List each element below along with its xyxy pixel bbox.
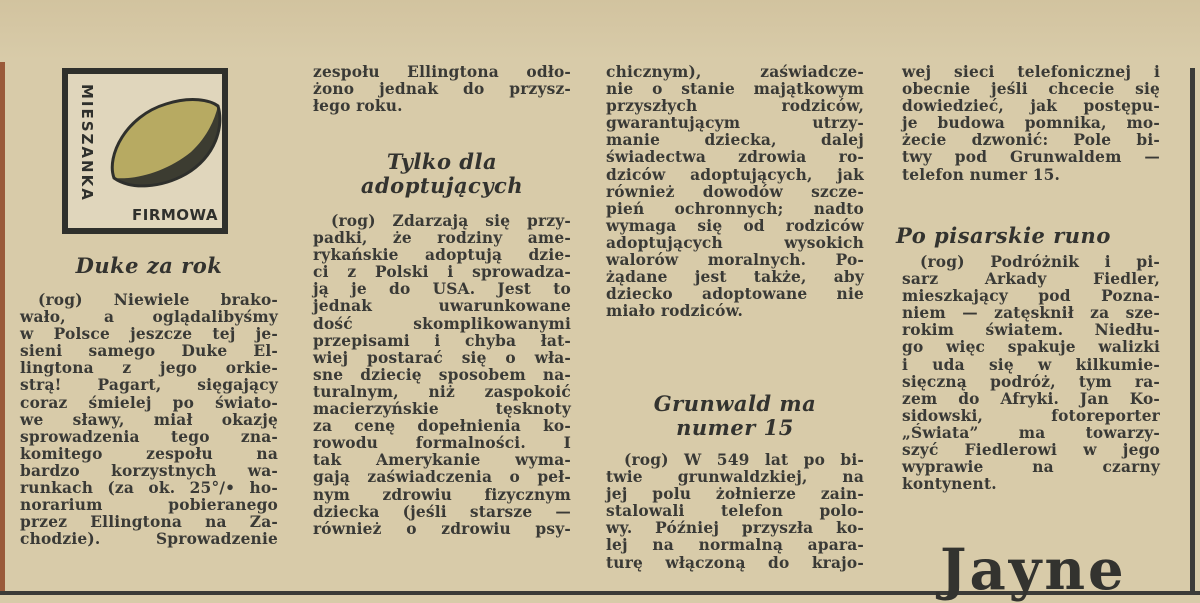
column-2-body bbox=[313, 213, 571, 538]
logo-vertical-text: MIESZANKA bbox=[78, 84, 96, 202]
article-line: chicznym), zaświadcze- bbox=[606, 63, 864, 81]
article-line: we sławy, miał okazję bbox=[20, 410, 278, 429]
article-line: świadectwa zdrowia ro- bbox=[606, 148, 864, 167]
article-line: macierzyńskie tęsknoty bbox=[313, 400, 571, 419]
article-line: dziców adoptujących, jak bbox=[606, 165, 864, 184]
article-line: twie grunwaldzkiej, na bbox=[606, 468, 864, 487]
article-line: i uda się w kilkumie- bbox=[902, 355, 1160, 374]
article-line: obecnie jeśli chcecie się bbox=[902, 80, 1160, 99]
article-line: bardzo korzystnych wa- bbox=[20, 461, 278, 480]
article-line: telefon numer 15. bbox=[902, 165, 1061, 184]
headline-line: adoptujących bbox=[360, 173, 524, 198]
column-2-top bbox=[313, 64, 571, 115]
article-line: za cenę dopełnienia ko- bbox=[313, 417, 571, 436]
article-line: tak Amerykanie wyma- bbox=[313, 451, 571, 470]
headline-grunwald-ma-numer-15 bbox=[606, 392, 864, 440]
article-line: lej na normalną apara- bbox=[606, 536, 864, 555]
column-4-top bbox=[902, 64, 1160, 184]
article-line: turę włączoną do krajo- bbox=[606, 553, 864, 572]
article-line: kontynent. bbox=[902, 475, 997, 494]
article-line: wyprawie na czarny bbox=[902, 458, 1160, 477]
article-line: sidowski, fotoreporter bbox=[902, 406, 1160, 425]
article-line: zespołu Ellingtona odło- bbox=[313, 63, 571, 81]
article-line: mieszkający pod Pozna- bbox=[902, 287, 1160, 306]
article-line: niem — zatęsknił za sze- bbox=[902, 304, 1160, 323]
column-3-body bbox=[606, 452, 864, 572]
column-3-top bbox=[606, 64, 864, 320]
article-line: go więc spakuje walizki bbox=[902, 338, 1160, 357]
article-line: lingtona z jego orkie- bbox=[20, 359, 278, 378]
article-line: gają zaświadczenia o peł- bbox=[313, 468, 571, 487]
article-line: również dowodów szcze- bbox=[606, 182, 864, 201]
article-line: komitego zespołu na bbox=[20, 444, 278, 463]
article-line: chodzie). Sprowadzenie bbox=[20, 530, 278, 549]
article-line: dziecko adoptowane nie bbox=[606, 285, 864, 304]
mieszanka-firmowa-logo bbox=[62, 68, 228, 234]
article-line: sne dziecię sposobem na- bbox=[313, 365, 571, 384]
headline-line: numer 15 bbox=[676, 415, 794, 440]
article-line: je budowa pomnika, mo- bbox=[902, 114, 1160, 133]
article-line: rowodu formalności. I bbox=[313, 434, 571, 453]
article-line: runkach (za ok. 25°/• ho- bbox=[20, 479, 278, 498]
paper-top-margin bbox=[0, 0, 1200, 60]
lemon-icon bbox=[106, 96, 224, 192]
article-line: strą! Pagart, sięgający bbox=[20, 376, 278, 395]
article-line: nym zdrowiu fizycznym bbox=[313, 485, 571, 504]
article-line: rykańskie adoptują dzie- bbox=[313, 246, 571, 265]
page-left-edge bbox=[0, 62, 5, 595]
article-line: sięczną podróż, tym ra- bbox=[902, 372, 1160, 391]
article-line: jej polu żołnierze zain- bbox=[606, 485, 864, 504]
article-line: nie o stanie majątkowym bbox=[606, 80, 864, 99]
article-line: wymaga się od rodziców bbox=[606, 216, 864, 235]
column-1 bbox=[20, 292, 278, 548]
article-line: dość skomplikowanymi bbox=[313, 314, 571, 333]
article-line: (rog) Niewiele brako- bbox=[38, 291, 278, 309]
article-line: również o zdrowiu psy- bbox=[313, 519, 571, 538]
article-line: zem do Afryki. Jan Ko- bbox=[902, 389, 1160, 408]
article-line: rokim światem. Niedłu- bbox=[902, 321, 1160, 340]
article-line: jednak uwarunkowane bbox=[313, 297, 571, 316]
article-line: wiej postarać się o wła- bbox=[313, 348, 571, 367]
article-line: twy pod Grunwaldem — bbox=[902, 148, 1160, 167]
article-line: (rog) Podróżnik i pi- bbox=[920, 253, 1160, 271]
article-line: pień ochronnych; nadto bbox=[606, 199, 864, 218]
article-line: szyć Fiedlerowi w jego bbox=[902, 441, 1160, 460]
article-line: „Świata” ma towarzy- bbox=[902, 423, 1160, 442]
logo-firmowa-text: FIRMOWA bbox=[132, 206, 219, 224]
article-line: żono jednak do przysz- bbox=[313, 80, 571, 99]
article-line: wało, a oglądalibyśmy bbox=[20, 308, 278, 327]
article-line: (rog) Zdarzają się przy- bbox=[331, 212, 571, 230]
article-line: coraz śmielej po świato- bbox=[20, 393, 278, 412]
article-line: padki, że rodziny ame- bbox=[313, 229, 571, 248]
article-line: dziecka (jeśli starsze — bbox=[313, 502, 571, 521]
article-line: żecie dzwonić: Pole bi- bbox=[902, 131, 1160, 150]
article-line: ci z Polski i sprowadza- bbox=[313, 263, 571, 282]
article-line: (rog) W 549 lat po bi- bbox=[624, 451, 864, 469]
article-line: gwarantującym utrzy- bbox=[606, 114, 864, 133]
column-4-body bbox=[902, 254, 1160, 493]
article-line: ją je do USA. Jest to bbox=[313, 280, 571, 299]
headline-duke-za-rok: Duke za rok bbox=[75, 253, 223, 278]
article-line: przez Ellingtona na Za- bbox=[20, 513, 278, 532]
headline-line: Tylko dla bbox=[386, 149, 498, 174]
headline-tylko-dla-adoptujacych bbox=[313, 150, 571, 198]
article-line: adoptujących wysokich bbox=[606, 233, 864, 252]
article-line: stalowali telefon polo- bbox=[606, 502, 864, 521]
article-line: przyszłych rodziców, bbox=[606, 97, 864, 116]
article-line: wej sieci telefonicznej i bbox=[902, 63, 1160, 81]
next-headline-jayne: Jayne bbox=[940, 537, 1127, 603]
article-line: dowiedzieć, jak postępu- bbox=[902, 97, 1160, 116]
article-line: walorów moralnych. Po- bbox=[606, 251, 864, 270]
article-line: wy. Później przyszła ko- bbox=[606, 519, 864, 538]
article-line: turalnym, niż zaspokoić bbox=[313, 382, 571, 401]
article-line: żądane jest także, aby bbox=[606, 268, 864, 287]
article-line: sarz Arkady Fiedler, bbox=[902, 270, 1160, 289]
article-line: przepisami i chyba łat- bbox=[313, 331, 571, 350]
article-line: miało rodziców. bbox=[606, 302, 744, 321]
article-line: w Polsce jeszcze tej je- bbox=[20, 325, 278, 344]
headline-line: Grunwald ma bbox=[653, 391, 817, 416]
article-line: manie dziecka, dalej bbox=[606, 131, 864, 150]
article-line: łego roku. bbox=[313, 97, 403, 116]
column-rule-right bbox=[1190, 68, 1195, 595]
article-line: sieni samego Duke El- bbox=[20, 342, 278, 361]
article-line: sprowadzenia tego zna- bbox=[20, 427, 278, 446]
article-line: norarium pobieranego bbox=[20, 496, 278, 515]
headline-po-pisarskie-runo: Po pisarskie runo bbox=[896, 223, 1111, 248]
